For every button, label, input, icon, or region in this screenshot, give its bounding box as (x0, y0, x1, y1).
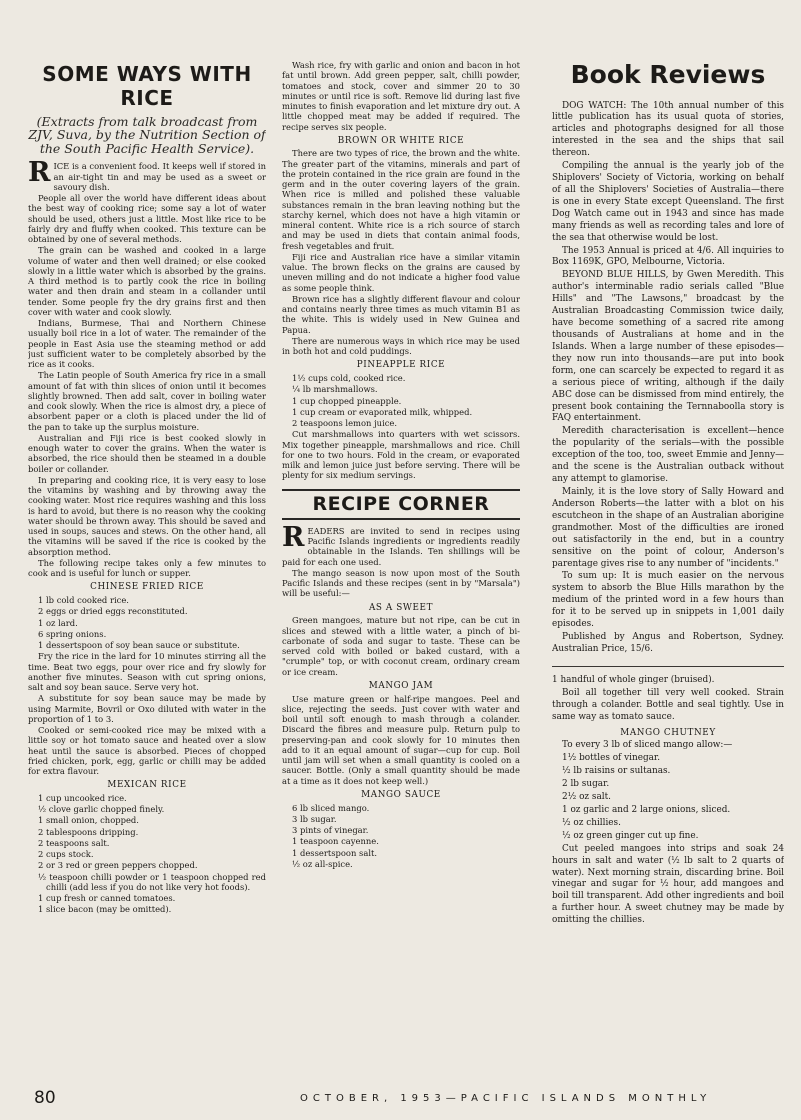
recipe-heading-as-a-sweet: AS A SWEET (368, 602, 434, 613)
recipe-heading-pineapple-rice: PINEAPPLE RICE (356, 360, 446, 371)
article-paragraph: A substitute for soy bean sauce may be made by using Marmite, Bovril or Oxo diluted with water in the proportion of 1 to 3. (28, 693, 266, 724)
ingredient-line: 1 cup uncooked rice. (38, 792, 127, 803)
article-paragraph: Indians, Burmese, Thai and Northern Chinese usually boil rice in a lot of water. The remainder of the people in East Asia use the steaming method or add just sufficient water to be completely absorbed by the rice as it cooks. (28, 318, 266, 370)
ingredient-line: 6 spring onions. (38, 628, 107, 639)
review-paragraph: BEYOND BLUE HILLS, by Gwen Meredith. This author's interminable radio serials called "Blue Hills" and "The Lawsons," broadcast by the Australian Broadcasting Commission twice daily, have become something of a sacred rite among thousands of Australians at home and in the Islands. When a large number of these episodes—they now run into thousands—are put into book form, one can scarcely be expected to regard it as a serious piece of writing, although if the daily ABC dose can be dismissed from mind entirely, the present book containing the Ternnaboolla story is FAQ entertainment. (552, 270, 784, 424)
article-paragraph: The following recipe takes only a few minutes to cook and is useful for lunch or supper. (28, 557, 266, 579)
ingredient-line: 1 dessertspoon of soy bean sauce or substitute. (38, 640, 240, 650)
article-paragraph: Boil all together till very well cooked. Strain through a colander. Bottle and seal tightly. Use in same way as tomato sauce. (552, 687, 784, 722)
ingredient-line: 2 teaspoons salt. (38, 837, 110, 848)
book-reviews-title: Book Reviews (570, 60, 766, 89)
article-paragraph: The grain can be washed and cooked in a large volume of water and then well drained; or else cooked slowly in a little water which is absorbed by the grains. A third method is to partly cook the rice in boiling water and then drain and steam in a collander until tender. Some people fry the dry grains first and then cover with water and cook slowly. (28, 245, 266, 317)
book-reviews-column (552, 60, 784, 1070)
article-paragraph: People all over the world have different ideas about the best way of cooking rice; some say a lot of water should be used, others just a little. Most like rice to be fairly dry and fluffy when cooked. This texture can be obtained by one of several methods. (28, 193, 266, 245)
ingredient-line: ½ lb raisins or sultanas. (562, 766, 671, 777)
article-paragraph: There are two types of rice, the brown and the white. The greater part of the vitamins, minerals and part of the protein contained in the rice grain are found in the germ and in the outer covering layers of the grain. When rice is milled and polished these valuable substances remain in the bran leaving nothing but the starchy kernel, which does not have a high vitamin or mineral content. White rice is a rich source of starch and may be used in diets that contain animal foods, fresh vegetables and fruit. (282, 148, 520, 251)
ingredient-line: 1 small onion, chopped. (38, 815, 139, 826)
review-paragraph: Meredith characterisation is excellent—hence the popularity of the serials—with the possible exception of the too, too, sweet Emmie and Jenny—and the scene is the Australian outback without any attempt to glamorise. (552, 426, 784, 485)
ingredient-line: 1 lb cold cooked rice. (38, 595, 129, 605)
ingredient-line: ½ oz green ginger cut up fine. (562, 830, 699, 841)
article-paragraph: Brown rice has a slightly different flavour and colour and contains nearly three times as much vitamin B1 as the white. This is widely used in New Guinea and Papua. (282, 293, 520, 335)
ingredient-line: 2½ oz salt. (562, 792, 611, 802)
ingredient-line: 1 dessertspoon salt. (292, 847, 378, 858)
article-paragraph: Wash rice, fry with garlic and onion and bacon in hot fat until brown. Add green pepper, salt, chilli powder, tomatoes and stock, cover and simmer 20 to 30 minutes or until rice is soft. Remove lid during last five minutes to finish evaporation and let mixture dry out. A little chopped meat may be added if required. The recipe serves six people. (282, 60, 520, 132)
recipe-corner-intro (282, 521, 520, 567)
article-paragraph: Fiji rice and Australian rice have a similar vitamin value. The brown flecks on the grains are caused by uneven milling and do not indicate a higher food value as some people think. (282, 251, 520, 293)
ingredient-line: 2 or 3 red or green peppers chopped. (38, 860, 198, 871)
article-paragraph: To every 3 lb of sliced mango allow:— (562, 740, 733, 751)
recipe-corner-title: RECIPE CORNER (282, 489, 520, 520)
article-paragraph: The Latin people of South America fry rice in a small amount of fat with thin slices of onion until it becomes slightly browned. Then add salt, cover in boiling water and cook slowly. When the rice is almost dry, a piece of absorbent paper or a cloth is placed under the lid of the pan to take up the surplus moisture. (28, 370, 266, 432)
article-paragraph: Use mature green or half-ripe mangoes. Peel and slice, rejecting the seeds. Just cover with water and boil until soft enough to mash through a colander. Discard the fibres and measure pulp. Return pulp to preserving-pan and cook slowly for 10 minutes then add to it an equal amount of sugar—cup for cup. Boil until jam will set when a small quantity is cooled on a saucer. Bottle. (Only a small quantity should be made at a time as it does not keep well.) (282, 693, 520, 786)
article-paragraph: Fry the rice in the lard for 10 minutes stirring all the time. Beat two eggs, pour over rice and fry slowly for another five minutes. Season with cut spring onions, salt and soy bean sauce. Serve very hot. (28, 651, 266, 692)
ingredient-line: ½ oz all-spice. (292, 858, 353, 869)
ingredient-line: 1 cup chopped pineapple. (292, 395, 402, 406)
ingredient-line: ¼ lb marshmallows. (292, 384, 378, 395)
ingredient-line: 1 handful of whole ginger (bruised). (552, 674, 715, 685)
recipe-heading-mango-jam: MANGO JAM (368, 680, 434, 691)
ingredient-line: 2 teaspoons lemon juice. (292, 418, 398, 429)
ingredient-line: 1 cup fresh or canned tomatoes. (38, 893, 176, 904)
recipe-heading-mexican-rice: MEXICAN RICE (107, 780, 187, 791)
ingredient-line: ½ clove garlic chopped finely. (38, 804, 165, 815)
ingredient-line: 1 slice bacon (may be omitted). (38, 904, 172, 915)
review-paragraph: Published by Angus and Robertson, Sydney. Australian Price, 15/6. (552, 632, 784, 654)
page-footer (0, 1086, 801, 1112)
ingredient-line: 2 lb sugar. (562, 779, 610, 790)
article-paragraph: Cooked or semi-cooked rice may be mixed with a little soy or hot tomato sauce and heated over a slow heat until the sauce is absorbed. Pieces of chopped fried chicken, pork, egg, garlic or chilli may be added for extra flavour. (28, 725, 266, 776)
article-paragraph: In preparing and cooking rice, it is very easy to lose the vitamins by washing and by throwing away the cooking water. Most rice requires washing and this loss is hard to avoid, but there is no reason why the cooking water should be thrown away. This should be saved and used in soups, sauces and stews. On the other hand, all the vitamins will be saved if the rice is cooked by the absorption method. (28, 474, 266, 557)
section-divider (552, 666, 784, 667)
ingredient-line: ½ oz chillies. (562, 817, 621, 828)
review-paragraph: Compiling the annual is the yearly job of the Shiplovers' Society of Victoria, working on behalf of all the Shiplovers' Societies of Australia—there is one in every State except Queensland. The first Dog Watch came out in 1943 and since has made many friends as well as recording tales and lore of the sea that otherwise would be lost. (552, 161, 784, 243)
article-paragraph: Cut marshmallows into quarters with wet scissors. Mix together pineapple, marshmallows and rice. Chill for one to two hours. Fold in the cream, or evaporated milk and lemon juice just before serving. There will be plenty for six medium servings. (282, 429, 520, 481)
recipe-heading-fried-rice: CHINESE FRIED RICE (90, 582, 204, 593)
ingredient-line: 1½ bottles of vinegar. (562, 753, 661, 764)
ingredient-line: 1½ cups cold, cooked rice. (292, 373, 406, 384)
ingredient-line: 1 teaspoon cayenne. (292, 836, 379, 847)
ingredient-line: 1 oz lard. (38, 617, 78, 628)
ingredient-line: 1 oz garlic and 2 large onions, sliced. (562, 804, 731, 815)
rice-intro-text: ICE is a convenient food. It keeps well if stored in an air-tight tin and may be used as a sweet or savoury dish. (53, 161, 266, 192)
review-paragraph: DOG WATCH: The 10th annual number of this little publication has its usual quota of stories, articles and photographs designed for all those interested in the sea and the ships that sail thereon. (552, 100, 784, 159)
rice-article-subtitle: (Extracts from talk broadcast from ZJV, Suva, by the Nutrition Section of the South Pacific Health Service). (28, 113, 266, 156)
rice-article-continued-column (282, 60, 520, 1070)
ingredient-line: 2 cups stock. (38, 849, 94, 860)
issue-line: OCTOBER, 1953—PACIFIC ISLANDS MONTHLY (300, 1093, 712, 1104)
recipe-heading-mango-chutney: MANGO CHUTNEY (620, 727, 716, 738)
review-paragraph: Mainly, it is the love story of Sally Howard and Anderson Roberts—the latter with a blot on his escutcheon in the shape of an Australian aborigine grandmother. Most of the difficulties are ironed out satisfactorily in the end, but in a country sensitive on the point of colour, Anderson's parentage gives rise to any number of "incidents." (552, 487, 784, 569)
article-paragraph: Green mangoes, mature but not ripe, can be cut in slices and stewed with a little water, a pinch of bi-carbonate of soda and sugar to taste. These can be served cold with boiled or baked custard, with a "crumple" top, or with coconut cream, ordinary cream or ice cream. (282, 615, 520, 677)
ingredient-line: ½ teaspoon chilli powder or 1 teaspoon chopped red chilli (add less if you do not like very hot foods). (38, 871, 266, 892)
rice-article-column (28, 60, 266, 1070)
article-paragraph: Australian and Fiji rice is best cooked slowly in enough water to cover the grains. When the water is absorbed, the rice should then be steamed in a double boiler or collander. (28, 432, 266, 474)
article-paragraph: Cut peeled mangoes into strips and soak 24 hours in salt and water (½ lb salt to 2 quarts of water). Next morning strain, discarding brine. Boil vinegar and sugar for ½ hour, add mangoes and boil till transparent. Add other ingredients and boil a further hour. A sweet chutney may be made by omitting the chillies. (552, 843, 784, 926)
ingredient-line: 2 tablespoons dripping. (38, 826, 139, 837)
review-paragraph: The 1953 Annual is priced at 4/6. All inquiries to Box 1169K, GPO, Melbourne, Victoria. (552, 245, 784, 268)
ingredient-line: 2 eggs or dried eggs reconstituted. (38, 606, 188, 617)
article-paragraph: There are numerous ways in which rice may be used in both hot and cold puddings. (282, 335, 520, 357)
review-paragraph: To sum up: It is much easier on the nervous system to absorb the Blue Hills marathon by the medium of the printed word in a few hours than for it to be served up in snippets in 1,001 daily episodes. (552, 571, 784, 630)
ingredient-line: 3 lb sugar. (292, 813, 337, 824)
rice-intro (28, 157, 266, 192)
recipe-heading-mango-sauce: MANGO SAUCE (361, 789, 441, 800)
ingredient-line: 3 pints of vinegar. (292, 825, 369, 836)
drop-cap: R (28, 157, 51, 189)
ingredient-line: 1 cup cream or evaporated milk, whipped. (292, 406, 473, 417)
ingredient-line: 6 lb sliced mango. (292, 802, 370, 813)
drop-cap: R (282, 521, 305, 553)
rice-article-title: SOME WAYS WITH RICE (42, 62, 252, 111)
article-paragraph: The mango season is now upon most of the South Pacific Islands and these recipes (sent in by "Marsala") will be useful:— (282, 567, 520, 599)
section-heading-brown-white-rice: BROWN OR WHITE RICE (337, 135, 465, 146)
recipe-corner-intro-text: EADERS are invited to send in recipes using Pacific Islands ingredients or ingredients readily obtainable in the Islands. Ten shillings will be paid for each one used. (282, 525, 520, 567)
page-number: 80 (34, 1088, 56, 1108)
